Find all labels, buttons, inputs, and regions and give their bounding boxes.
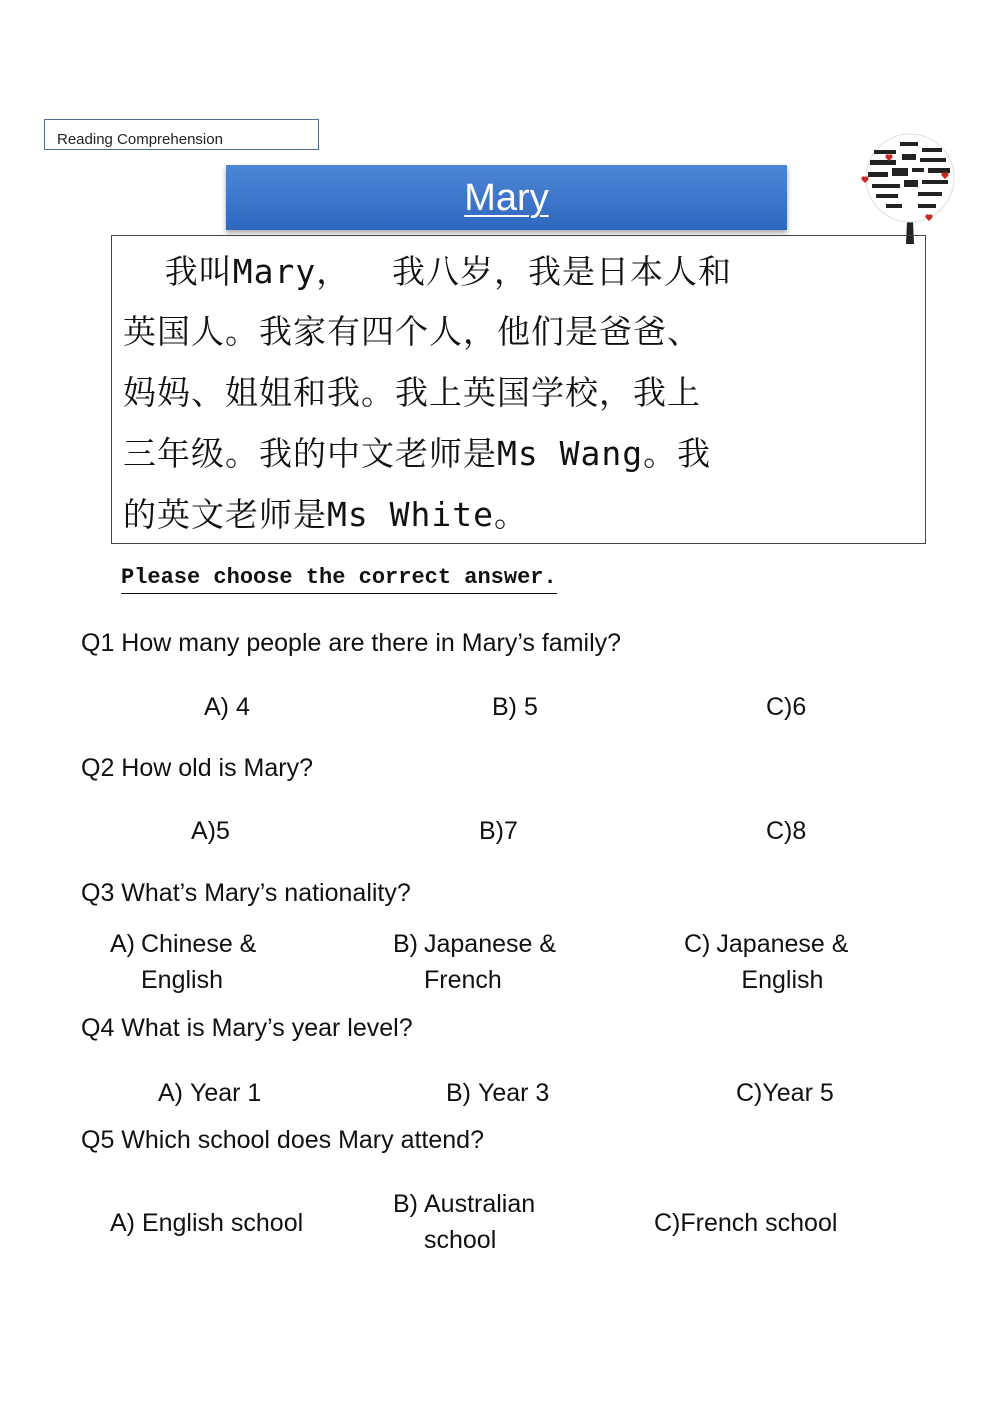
option-label: A) bbox=[191, 817, 216, 845]
worksheet-type-label bbox=[44, 119, 319, 150]
q1-option-c[interactable] bbox=[766, 689, 806, 725]
option-text: 5 bbox=[523, 693, 538, 721]
option-label: C) bbox=[736, 1079, 763, 1107]
option-label: C) bbox=[766, 817, 793, 845]
option-text: Year 3 bbox=[477, 1079, 550, 1107]
passage-line: 三年级。我的中文老师是Ms Wang。我 bbox=[123, 434, 712, 473]
option-text-line1: Chinese & bbox=[141, 930, 257, 958]
passage-line: 英国人。我家有四个人，他们是爸爸、 bbox=[123, 312, 701, 351]
option-label: C) bbox=[766, 693, 793, 721]
option-text: Year 5 bbox=[762, 1079, 834, 1107]
q3-option-a[interactable] bbox=[110, 926, 256, 998]
option-label: A) bbox=[204, 693, 229, 721]
passage-line: 的英文老师是Ms White。 bbox=[123, 495, 528, 534]
option-text: 5 bbox=[216, 817, 230, 845]
option-label: C) bbox=[654, 1209, 681, 1237]
option-label: A) bbox=[110, 1209, 135, 1237]
passage-line: 我叫Mary， 我八岁，我是日本人和 bbox=[123, 252, 732, 291]
option-text: English school bbox=[141, 1209, 304, 1237]
family-word-tree-icon bbox=[856, 128, 964, 246]
instruction-heading: Please choose the correct answer. bbox=[121, 565, 557, 594]
option-text-line1: Australian bbox=[424, 1190, 536, 1218]
page-title: Mary bbox=[464, 177, 549, 219]
option-label: B) bbox=[446, 1079, 471, 1107]
option-text: 4 bbox=[235, 693, 250, 721]
option-label: B) bbox=[393, 1190, 418, 1218]
q2-option-b[interactable] bbox=[479, 813, 518, 849]
option-text-line1: Japanese & bbox=[424, 930, 557, 958]
option-text: 7 bbox=[504, 817, 518, 845]
option-label: B) bbox=[393, 930, 418, 958]
q2-option-c[interactable] bbox=[766, 813, 806, 849]
q5-option-a[interactable] bbox=[110, 1205, 303, 1241]
option-text-line2: English bbox=[741, 966, 824, 994]
q2-option-a[interactable] bbox=[191, 813, 230, 849]
q5-option-c[interactable] bbox=[654, 1205, 837, 1241]
option-text-line1: Japanese & bbox=[716, 930, 849, 958]
option-text: Year 1 bbox=[189, 1079, 262, 1107]
q5-option-b[interactable] bbox=[393, 1186, 535, 1258]
q3-option-c[interactable] bbox=[684, 926, 848, 998]
q4-option-c[interactable] bbox=[736, 1075, 834, 1111]
option-text-line2: school bbox=[424, 1226, 497, 1254]
q1-option-b[interactable] bbox=[492, 689, 538, 725]
question-3: Q3 What’s Mary’s nationality? bbox=[81, 879, 411, 907]
option-text: 6 bbox=[792, 693, 807, 721]
question-4: Q4 What is Mary’s year level? bbox=[81, 1014, 413, 1042]
option-label: B) bbox=[479, 817, 504, 845]
title-banner bbox=[226, 165, 787, 230]
passage-line: 妈妈、姐姐和我。我上英国学校，我上 bbox=[123, 373, 701, 412]
q3-option-b[interactable] bbox=[393, 926, 556, 998]
option-label: B) bbox=[492, 693, 517, 721]
q4-option-a[interactable] bbox=[158, 1075, 261, 1111]
question-1: Q1 How many people are there in Mary’s family? bbox=[81, 629, 622, 657]
option-text-line2: French bbox=[424, 966, 502, 994]
option-label: A) bbox=[110, 930, 135, 958]
option-text-line2: English bbox=[141, 966, 223, 994]
worksheet-type-text: Reading Comprehension bbox=[57, 131, 223, 148]
option-text: 8 bbox=[792, 817, 807, 845]
question-5: Q5 Which school does Mary attend? bbox=[81, 1126, 484, 1154]
option-text: French school bbox=[680, 1209, 838, 1237]
question-2: Q2 How old is Mary? bbox=[81, 754, 314, 782]
option-label: A) bbox=[158, 1079, 183, 1107]
q4-option-b[interactable] bbox=[446, 1075, 549, 1111]
q1-option-a[interactable] bbox=[204, 689, 250, 725]
option-label: C) bbox=[684, 930, 711, 958]
